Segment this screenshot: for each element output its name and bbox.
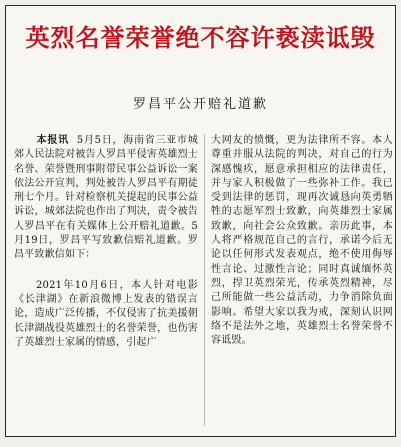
article-paragraph-2-continued: 大网友的愤慨，更为法律所不容。本人尊重并服从法院的判决，对自己的行为深感愧疚，愿意承担相应的法律责任，并与家人积极做了一些弥补工作。我已受到法律的惩罚，现再次诚恳向英勇牺牲的志愿军烈士致歉，向英雄烈士家属致歉，向社会公众致歉。亲历此事，本人将严格规范自己的言行，承诺今后无论以任何形式发表观点，绝不使用侮辱性言论、过激性言论；同时真诚缅怀英烈，捍卫英烈荣光，传承英烈精神，尽己所能做一些公益活动，力争消除负面影响。希望大家以我为戒，深刻认识网络不是法外之地，英雄烈士名誉荣誉不容诋毁。: [211, 135, 393, 347]
article-paragraph-1-text: 5月5日，海南省三亚市城郊人民法院对被告人罗昌平侵害英雄烈士名誉、荣誉暨刑事附带民事公益诉讼一案依法公开宣判，判处被告人罗昌平有期徒刑七个月。针对检察机关提起的民事公益诉讼，城郊法院也作出了判决，责令被告人罗昌平在有关媒体上公开赔礼道歉。5月19日，罗昌平写致歉信赔礼道歉。罗昌平致歉信如下：: [14, 135, 199, 261]
lead-label: 本报讯: [36, 135, 69, 146]
subheadline: 罗昌平公开赔礼道歉: [132, 97, 268, 112]
article-paragraph-2: [14, 279, 198, 350]
article-right-column: [211, 134, 393, 348]
article-paragraph-2-text: 2021年10月6日，本人针对电影《长津湖》在新浪微博上发表的错误言论，造成广泛传播，不仅侵害了抗美援朝长津湖战役英雄烈士的名誉荣誉，也伤害了英雄烈士家属的情感，引起广: [14, 279, 198, 348]
headline: 英烈名誉荣誉绝不容许亵渎诋毁: [25, 24, 376, 52]
news-clipping: [5, 5, 396, 437]
column-divider: [204, 134, 205, 426]
article-paragraph-1: [14, 134, 198, 263]
article-left-column: [14, 134, 198, 350]
